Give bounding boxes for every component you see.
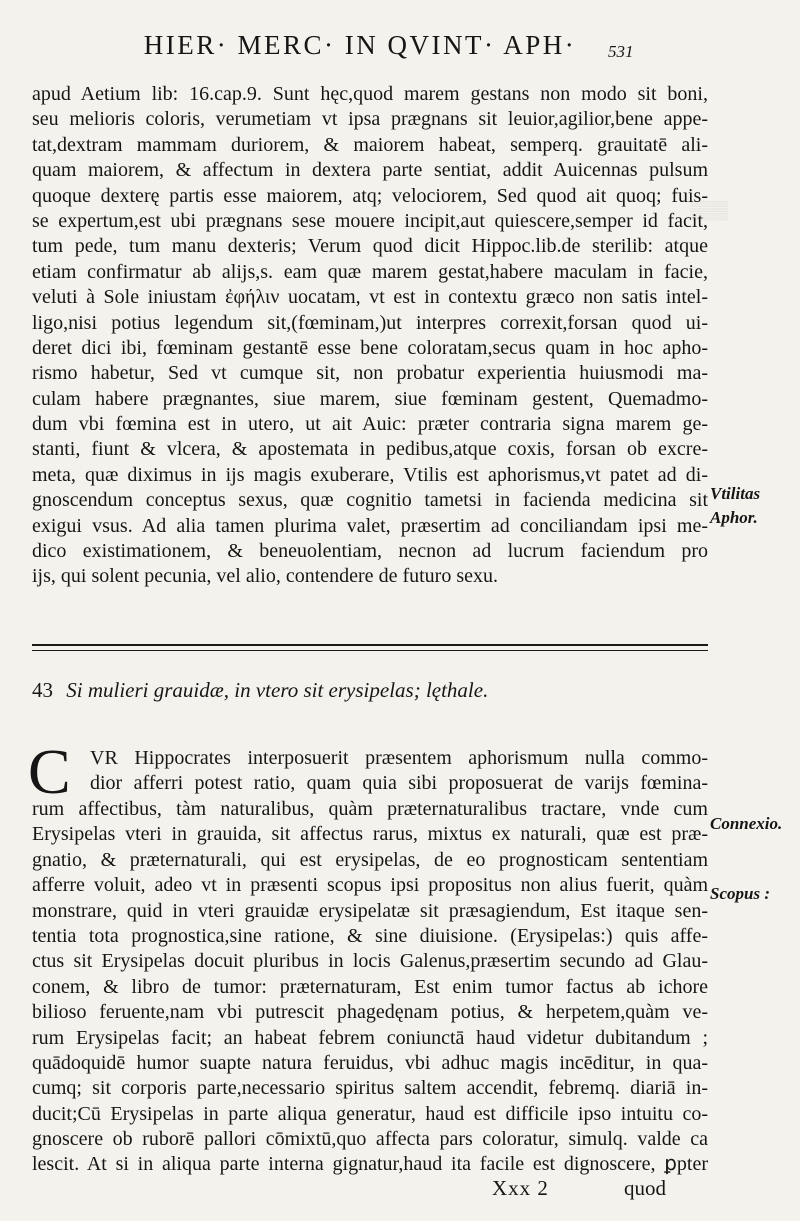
commentary-block-1: [32, 82, 708, 590]
text-line: gnatio, & præternaturali, qui est erysipelas, de eo prognosticam sententiam: [32, 848, 708, 871]
text-line: seu melioris coloris, verumetiam vt ipsa prægnans sit leuior,agilior,bene appe-: [32, 108, 708, 131]
commentary-block-3: [32, 797, 708, 1178]
text-line: ctus sit Erysipelas docuit pluribus in locis Galenus,præsertim secundo ad Glau-: [32, 950, 708, 973]
text-line: tat,dextram mammam duriorem, & maiorem habeat, semperq. grauitatē ali-: [32, 133, 708, 156]
text-line: monstrare, quid in vteri grauidæ erysipelatæ sit præsagiendum, Est itaque sen-: [32, 899, 708, 922]
text-line: tum pede, tum manu dexteris; Verum quod dicit Hippoc.lib.de sterilib: atque: [32, 235, 708, 258]
text-line: culam habere prægnantes, siue marem, siue fœminam gestent, Quemadmo-: [32, 387, 708, 410]
text-line: VR Hippocrates interposuerit præsentem aphorismum nulla commo-: [90, 747, 708, 769]
text-line: gnoscendum conceptus sexus, quæ cognitio tametsi in facienda medicina sit: [32, 489, 708, 512]
text-line: rismo habetur, Sed vt cumque sit, non probatur experientia huiusmodi ma-: [32, 362, 708, 385]
text-line: rum affectibus, tàm naturalibus, quàm præternaturalibus tractare, vnde cum: [32, 798, 708, 820]
text-line: meta, quæ diximus in ijs magis exuberare, Vtilis est aphorismus,vt patet ad di-: [32, 463, 708, 486]
text-line: stanti, fiunt & vlcera, & apostemata in pedibus,atque coxis, forsan ob excre-: [32, 438, 708, 461]
text-line: lescit. At si in aliqua parte interna gignatur,haud ita facile est dignoscere, ꝑpter: [32, 1153, 708, 1176]
text-line: exigui vsus. Ad alia tamen plurima valet, præsertim ad conciliandam ipsi me-: [32, 514, 708, 537]
show-through-decoration: ▒▒▒: [690, 200, 729, 220]
text-line: ducit;Cū Erysipelas in parte aliqua generatur, haud est difficile ipso intuitu co-: [32, 1102, 708, 1125]
text-line: tentia tota prognostica,sine ratione, & sine diuisione. (Erysipelas:) quis affe-: [32, 924, 708, 947]
text-line: ligo,nisi potius legendum sit,(fœminam,)ut interpres correxit,forsan quod ui-: [32, 311, 708, 334]
margin-note-utilitas: Vtilitas: [710, 484, 761, 503]
section-rule-thin: [32, 650, 708, 651]
section-rule: [32, 644, 708, 646]
catchword: quod: [624, 1176, 666, 1200]
text-line: quādoquidē humor suapte natura feruidus, vbi adhuc magis incēditur, in qua-: [32, 1051, 708, 1074]
aphorism-text: Si mulieri grauidæ, in vtero sit erysipelas; lęthale.: [66, 678, 489, 702]
text-line: dior afferri potest ratio, quam quia sibi proposuerat de varijs fœmina-: [90, 772, 708, 795]
text-line: ijs, qui solent pecunia, vel alio, contendere de futuro sexu.: [32, 565, 498, 588]
text-line: quoque dexterę partis esse maiorem, atq; velociorem, Sed quod ait quoq; fuis-: [32, 184, 708, 207]
text-line: etiam confirmatur ab alijs,s. eam quæ marem gestat,habere maculam in facie,: [32, 260, 708, 283]
text-line: rum Erysipelas facit; an habeat febrem coniunctā haud videtur dubitandum ;: [32, 1026, 708, 1049]
running-head: HIER· MERC· IN QVINT· APH·: [143, 30, 577, 60]
commentary-block-2: [90, 746, 708, 797]
page-number: 531: [608, 42, 634, 61]
margin-note-connexio: Connexio.: [710, 814, 783, 833]
text-line: dum vbi fœmina est in utero, ut ait Auic: præter contraria signa marem ge-: [32, 413, 708, 436]
text-line: apud Aetium lib: 16.cap.9. Sunt hęc,quod marem gestans non modo sit boni,: [32, 83, 708, 105]
margin-note-aphor: Aphor.: [710, 508, 758, 527]
text-line: bilioso feruente,nam vbi putrescit phagedęnam potius, & herpetem,quàm ve-: [32, 1001, 708, 1024]
text-line: se expertum,est ubi prægnans sese mouere incipit,aut quiescere,semper id facit,: [32, 209, 708, 232]
text-line: afferre voluit, adeo vt in præsenti scopus ipsi propositus non alius fuerit, quàm: [32, 874, 708, 897]
margin-note-scopus: Scopus :: [710, 884, 770, 903]
aphorism-number: 43: [32, 678, 53, 702]
text-line: conem, & libro de tumor: præternaturam, Est enim tumor factus ab ichore: [32, 975, 708, 998]
text-line: gnoscere ob ruborē pallori cōmixtū,quo affecta pars coloratur, simulq. valde ca: [32, 1128, 708, 1151]
aphorism-heading: [32, 678, 708, 703]
text-line: deret dici ibi, fœminam gestantē esse bene coloratam,secus quam in hoc apho-: [32, 336, 708, 359]
text-line: quam maiorem, & affectum in dextera parte sentiat, addit Auicennas pulsum: [32, 159, 708, 182]
drop-cap: C: [28, 736, 71, 807]
text-line: Erysipelas vteri in grauida, sit affectus rarus, mixtus ex naturali, quæ est præ-: [32, 823, 708, 846]
text-line: dico existimationem, & beneuolentiam, necnon ad lucrum faciendum pro: [32, 540, 708, 563]
text-line: veluti à Sole iniustam ἐφήλιν uocatam, vt est in contextu græco non satis intel-: [32, 286, 708, 309]
text-line: cumq; sit corporis parte,necessario spiritus saltem accendit, febremq. diariā in-: [32, 1077, 708, 1100]
signature-mark: Xxx 2: [492, 1176, 549, 1200]
